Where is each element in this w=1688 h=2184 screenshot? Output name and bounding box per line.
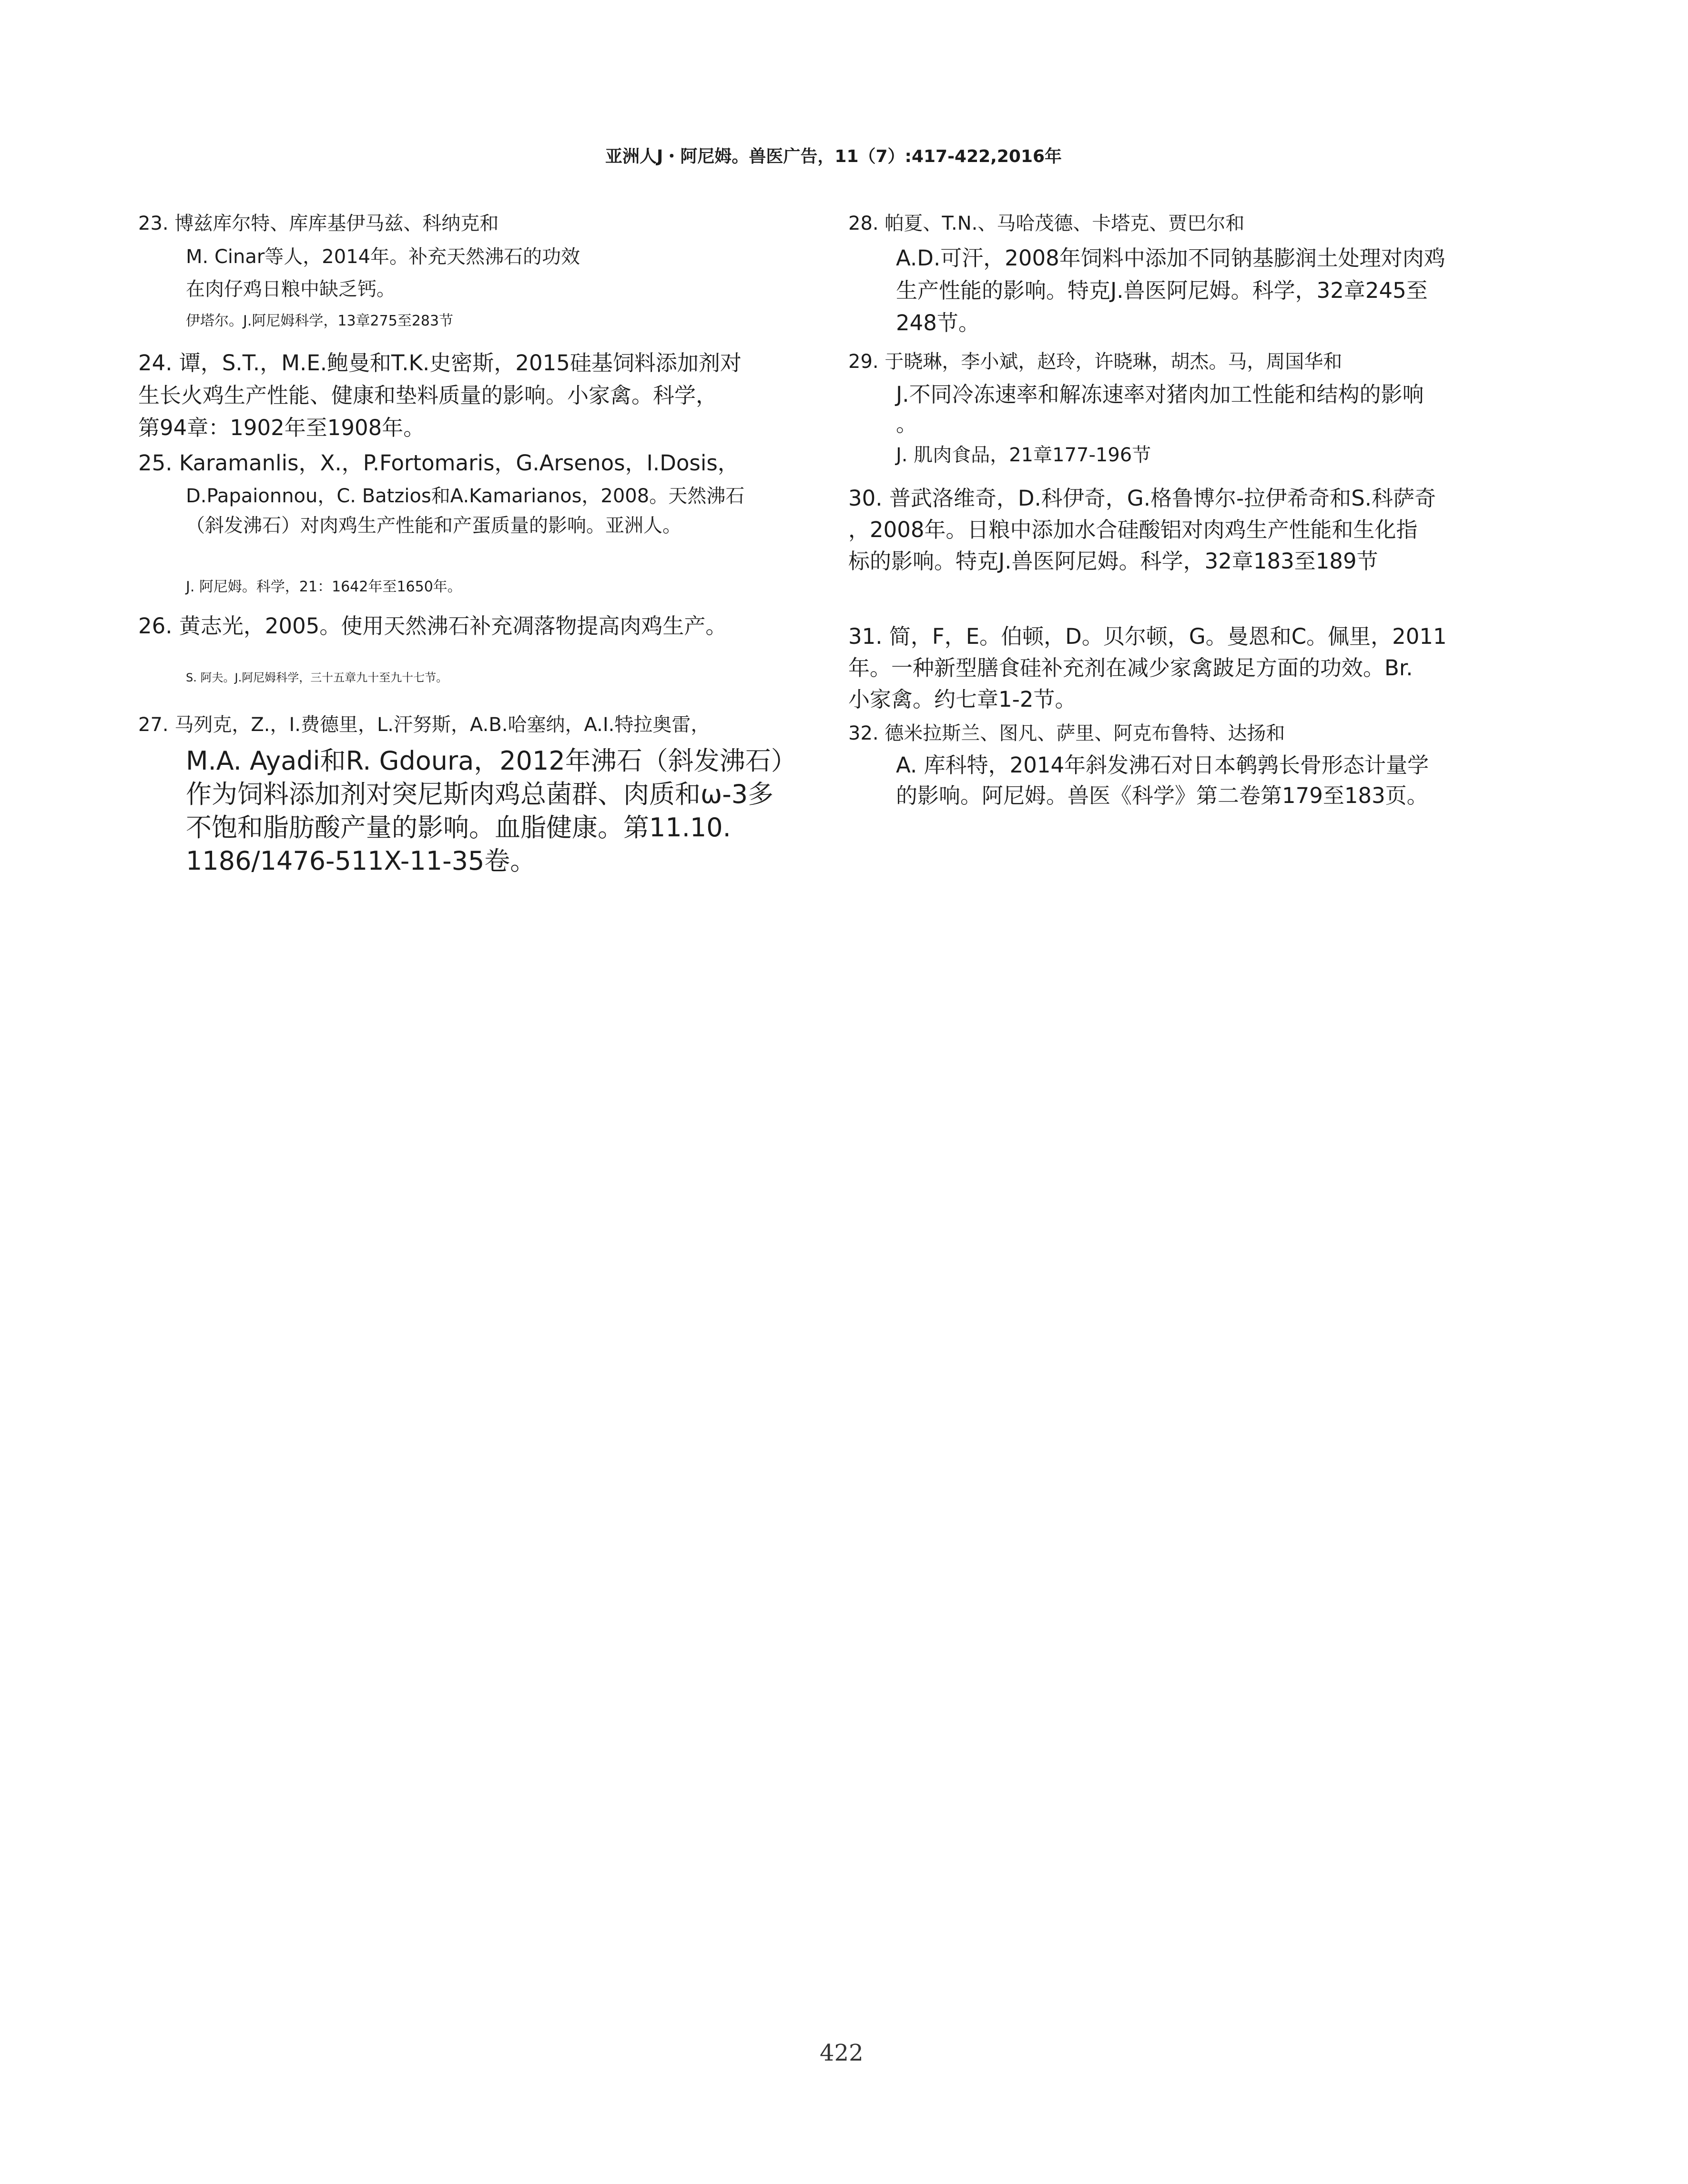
- reference-line: 32. 德米拉斯兰、图凡、萨里、阿克布鲁特、达扬和: [848, 722, 1285, 744]
- running-header: 亚洲人J・阿尼姆。兽医广告，11（7）:417-422,2016年: [605, 147, 1062, 166]
- reference-line: J. 阿尼姆。科学，21：1642年至1650年。: [186, 579, 462, 595]
- reference-line: 伊塔尔。J.阿尼姆科学，13章275至283节: [186, 313, 454, 329]
- reference-line: D.Papaionnou，C. Batzios和A.Kamarianos，2008。天然沸石: [186, 485, 745, 507]
- reference-line: 第94章：1902年至1908年。: [138, 415, 425, 440]
- reference-line: 27. 马列克，Z.，I.费德里，L.汗努斯，A.B.哈塞纳，A.I.特拉奥雷，: [138, 714, 710, 736]
- reference-line: A.D.可汗，2008年饲料中添加不同钠基膨润土处理对肉鸡: [896, 245, 1445, 271]
- reference-line: 生长火鸡生产性能、健康和垫料质量的影响。小家禽。科学，: [138, 383, 718, 408]
- reference-line: 在肉仔鸡日粮中缺乏钙。: [186, 278, 396, 300]
- reference-line: 23. 博兹库尔特、库库基伊马兹、科纳克和: [138, 213, 499, 234]
- reference-line: 生产性能的影响。特克J.兽医阿尼姆。科学，32章245至: [896, 278, 1428, 303]
- reference-line: 1186/1476-511X-11-35卷。: [186, 846, 536, 876]
- reference-line: 作为饲料添加剂对突尼斯肉鸡总菌群、肉质和ω-3多: [186, 779, 774, 809]
- reference-line: 31. 简，F，E。伯顿，D。贝尔顿，G。曼恩和C。佩里，2011: [848, 624, 1447, 649]
- reference-line: S. 阿夫。J.阿尼姆科学，三十五章九十至九十七节。: [186, 671, 448, 684]
- reference-line: 29. 于晓琳，李小斌，赵玲，许晓琳，胡杰。马，周国华和: [848, 351, 1342, 373]
- reference-line: 28. 帕夏、T.N.、马哈茂德、卡塔克、贾巴尔和: [848, 213, 1245, 234]
- reference-line: J. 肌肉食品，21章177-196节: [896, 444, 1151, 466]
- reference-line: M. Cinar等人，2014年。补充天然沸石的功效: [186, 246, 580, 268]
- page-number: 422: [820, 2040, 864, 2066]
- reference-line: ，2008年。日粮中添加水合硅酸铝对肉鸡生产性能和生化指: [848, 517, 1418, 542]
- reference-line: 24. 谭，S.T.，M.E.鲍曼和T.K.史密斯，2015硅基饲料添加剂对: [138, 350, 742, 376]
- reference-line: 年。一种新型膳食硅补充剂在减少家禽跛足方面的功效。Br.: [848, 655, 1413, 681]
- reference-line: 26. 黄志光，2005。使用天然沸石补充凋落物提高肉鸡生产。: [138, 613, 727, 639]
- reference-line: 248节。: [896, 310, 980, 335]
- reference-line: A. 库科特，2014年斜发沸石对日本鹌鹑长骨形态计量学: [896, 752, 1429, 778]
- reference-line: 不饱和脂肪酸产量的影响。血脂健康。第11.10.: [186, 813, 731, 843]
- reference-line: 30. 普武洛维奇，D.科伊奇，G.格鲁博尔-拉伊希奇和S.科萨奇: [848, 486, 1436, 511]
- reference-line: 。: [896, 411, 918, 437]
- reference-line: M.A. Ayadi和R. Gdoura，2012年沸石（斜发沸石）: [186, 746, 797, 776]
- reference-line: 小家禽。约七章1-2节。: [848, 687, 1077, 712]
- reference-line: 标的影响。特克J.兽医阿尼姆。科学，32章183至189节: [848, 549, 1378, 574]
- reference-line: 的影响。阿尼姆。兽医《科学》第二卷第179至183页。: [896, 783, 1428, 808]
- reference-line: 25. Karamanlis，X.，P.Fortomaris，G.Arsenos，I.Dosis，: [138, 450, 739, 476]
- reference-line: （斜发沸石）对肉鸡生产性能和产蛋质量的影响。亚洲人。: [186, 515, 681, 537]
- reference-line: J.不同冷冻速率和解冻速率对猪肉加工性能和结构的影响: [896, 382, 1424, 407]
